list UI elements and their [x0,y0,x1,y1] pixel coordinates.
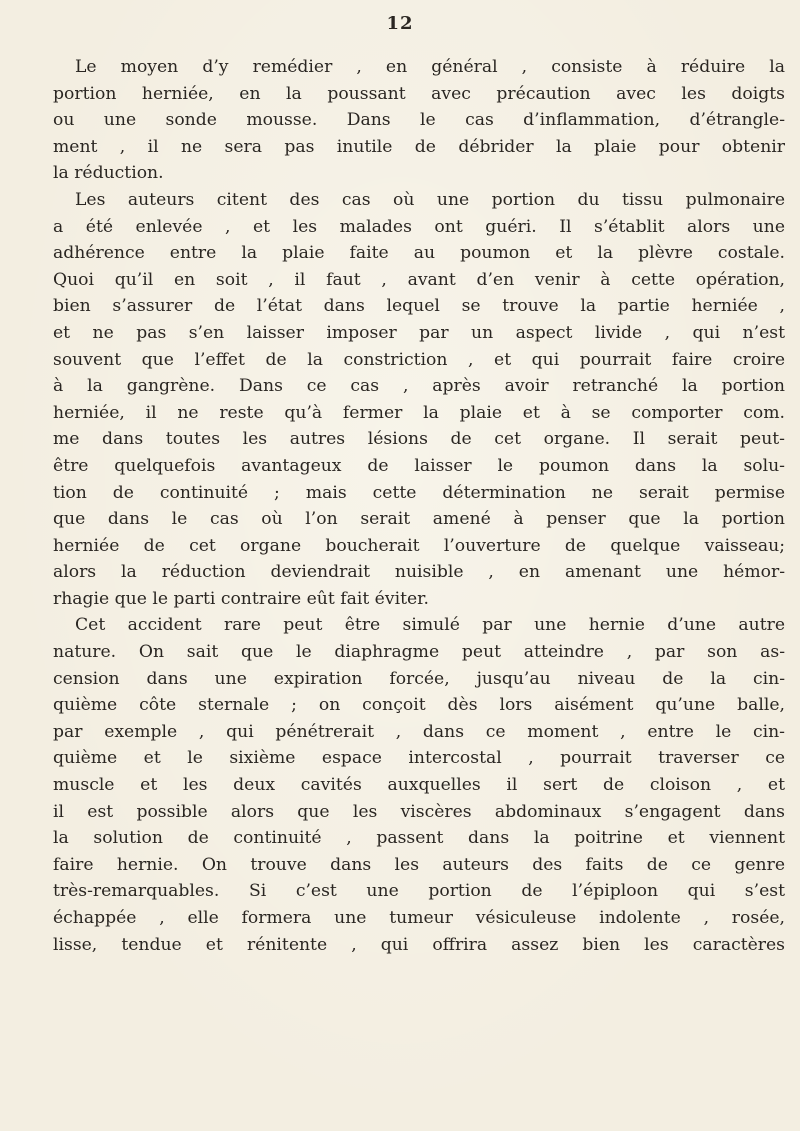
text-line: portion herniée, en la poussant avec précaution avec les doigts [53,83,785,104]
text-line: nature. On sait que le diaphragme peut atteindre , par son as- [53,642,785,663]
text-line: bien s’assurer de l’état dans lequel se trouve la partie herniée , [53,296,785,317]
text-line: lisse, tendue et rénitente , qui offrira assez bien les caractères [53,934,785,955]
text-line: alors la réduction deviendrait nuisible , en amenant une hémor- [53,562,785,583]
text-line: faire hernie. On trouve dans les auteurs des faits de ce genre [53,854,785,875]
text-line: la solution de continuité , passent dans la poitrine et viennent [53,828,785,849]
text-line: être quelquefois avantageux de laisser le poumon dans la solu- [53,455,785,476]
text-line: Les auteurs citent des cas où une portion du tissu pulmonaire [75,189,785,210]
text-line: ou une sonde mousse. Dans le cas d’inflammation, d’étrangle- [53,110,785,131]
text-line: me dans toutes les autres lésions de cet organe. Il serait peut- [53,429,785,450]
text-line: la réduction. [53,163,164,184]
text-line: quième et le sixième espace intercostal , pourrait traverser ce [53,748,785,769]
text-line: très-remarquables. Si c’est une portion de l’épiploon qui s’est [53,881,785,902]
text-line: et ne pas s’en laisser imposer par un aspect livide , qui n’est [53,322,785,343]
text-line: herniée de cet organe boucherait l’ouverture de quelque vaisseau; [53,535,785,556]
text-line: échappée , elle formera une tumeur vésiculeuse indolente , rosée, [53,908,785,928]
text-line: que dans le cas où l’on serait amené à penser que la portion [53,509,785,530]
text-line: Quoi qu’il en soit , il faut , avant d’en venir à cette opération, [53,269,785,290]
text-line: souvent que l’effet de la constriction , et qui pourrait faire croire [53,349,785,370]
page-number: 12 [386,13,414,34]
text-line: quième côte sternale ; on conçoit dès lors aisément qu’une balle, [53,695,785,716]
text-line: a été enlevée , et les malades ont guéri. Il s’établit alors une [53,216,785,237]
text-line: herniée, il ne reste qu’à fermer la plaie et à se comporter com. [53,402,785,423]
text-line: tion de continuité ; mais cette détermination ne serait permise [53,482,785,503]
text-line: Cet accident rare peut être simulé par une hernie d’une autre [75,615,785,636]
text-line: rhagie que le parti contraire eût fait éviter. [53,588,429,609]
text-line: ment , il ne sera pas inutile de débrider la plaie pour obtenir [53,136,785,157]
body-text [53,54,785,958]
text-line: Le moyen d’y remédier , en général , consiste à réduire la [75,57,785,77]
text-line: muscle et les deux cavités auxquelles il sert de cloison , et [53,775,785,796]
text-line: par exemple , qui pénétrerait , dans ce moment , entre le cin- [53,721,785,742]
text-line: cension dans une expiration forcée, jusqu’au niveau de la cin- [53,668,785,689]
text-line: adhérence entre la plaie faite au poumon et la plèvre costale. [53,243,785,264]
text-line: il est possible alors que les viscères abdominaux s’engagent dans [53,801,785,822]
text-line: à la gangrène. Dans ce cas , après avoir retranché la portion [53,376,785,397]
